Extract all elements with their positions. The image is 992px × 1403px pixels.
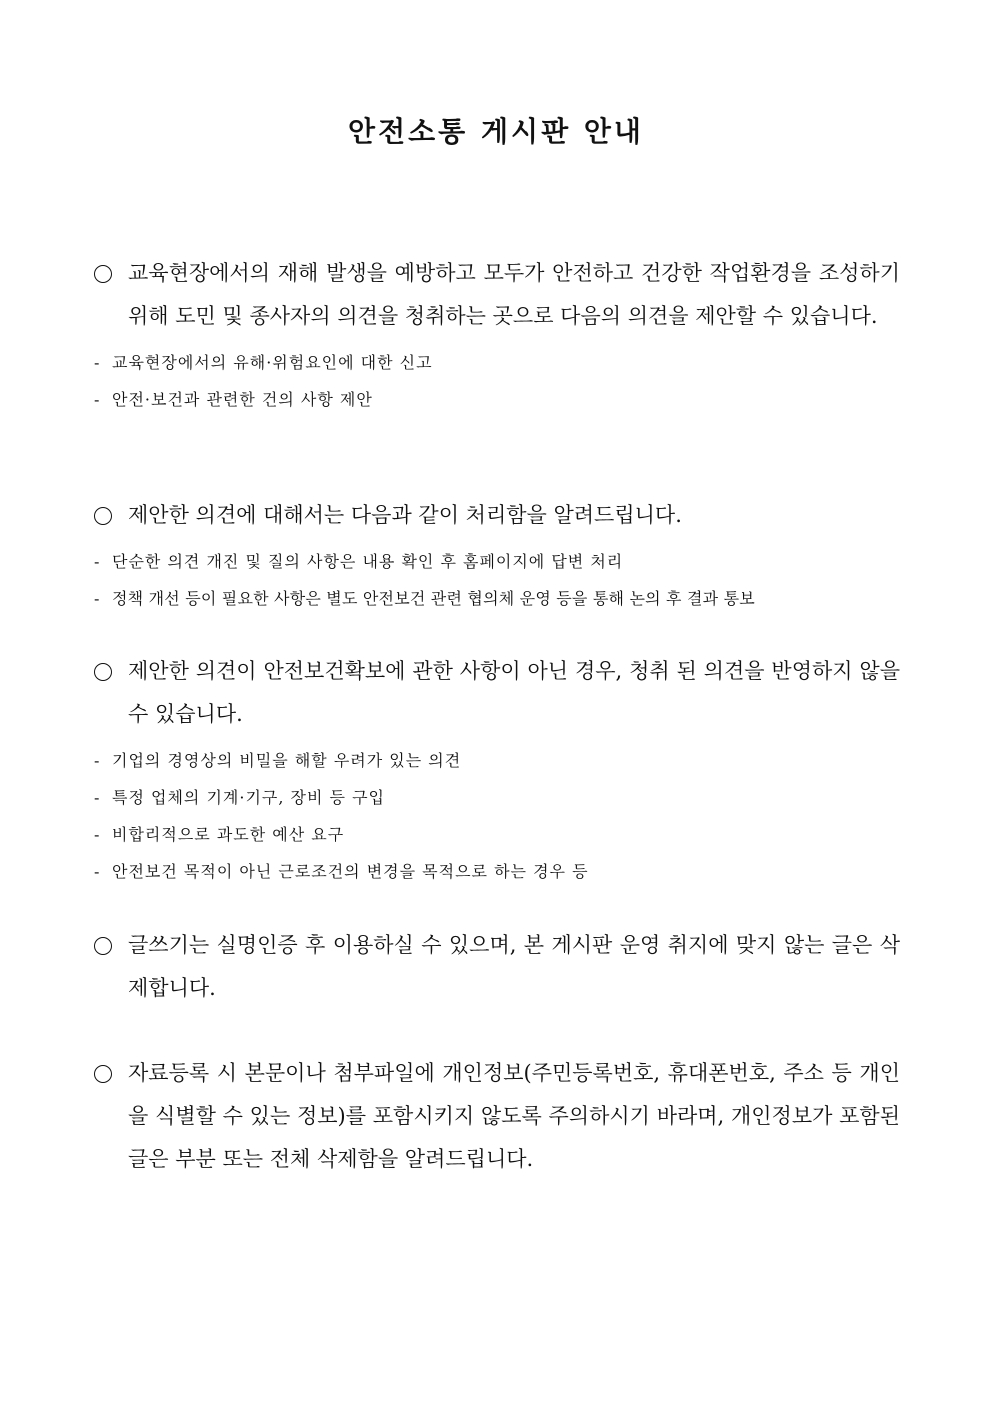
section-paragraph [94,650,900,736]
circle-bullet-icon [94,252,116,295]
section-paragraph [94,252,900,338]
section-paragraph [94,1052,900,1181]
list-item: - 단순한 의견 개진 및 질의 사항은 내용 확인 후 홈페이지에 답변 처리 [94,552,624,571]
circle-bullet-icon [94,494,116,537]
circle-bullet-icon [94,1052,116,1095]
sub-list [94,344,900,418]
circle-bullet-icon [94,650,116,693]
sub-list [94,742,900,890]
sub-list [94,543,900,617]
list-item: - 비합리적으로 과도한 예산 요구 [94,825,345,844]
list-item: - 안전보건 목적이 아닌 근로조건의 변경을 목적으로 하는 경우 등 [94,862,589,881]
section-text: 제안한 의견이 안전보건확보에 관한 사항이 아닌 경우, 청취 된 의견을 반영하지 않을 수 있습니다. [128,659,900,726]
page-title: 안전소통 게시판 안내 [348,115,644,148]
list-item: - 안전·보건과 관련한 건의 사항 제안 [94,390,373,409]
section-paragraph [94,494,900,537]
notice-section-5 [94,1052,900,1181]
section-text: 제안한 의견에 대해서는 다음과 같이 처리함을 알려드립니다. [128,503,682,527]
circle-bullet-icon [94,924,116,967]
list-item: - 정책 개선 등이 필요한 사항은 별도 안전보건 관련 협의체 운영 등을 통해 논의 후 결과 통보 [94,589,755,608]
notice-section-3 [94,650,900,890]
notice-section-2 [94,494,900,617]
list-item: - 교육현장에서의 유해·위험요인에 대한 신고 [94,353,433,372]
section-paragraph [94,924,900,1010]
section-text: 자료등록 시 본문이나 첨부파일에 개인정보(주민등록번호, 휴대폰번호, 주소 등 개인을 식별할 수 있는 정보)를 포함시키지 않도록 주의하시기 바라며, 개인정보가 포함된 글은 부분 또는 전체 삭제함을 알려드립니다. [128,1061,900,1171]
list-item: - 특정 업체의 기계·기구, 장비 등 구입 [94,788,385,807]
notice-section-1 [94,252,900,418]
section-text: 글쓰기는 실명인증 후 이용하실 수 있으며, 본 게시판 운영 취지에 맞지 않는 글은 삭제합니다. [128,933,900,1000]
notice-section-4 [94,924,900,1010]
section-text: 교육현장에서의 재해 발생을 예방하고 모두가 안전하고 건강한 작업환경을 조성하기 위해 도민 및 종사자의 의견을 청취하는 곳으로 다음의 의견을 제안할 수 있습니다. [128,261,900,328]
list-item: - 기업의 경영상의 비밀을 해할 우려가 있는 의견 [94,751,462,770]
